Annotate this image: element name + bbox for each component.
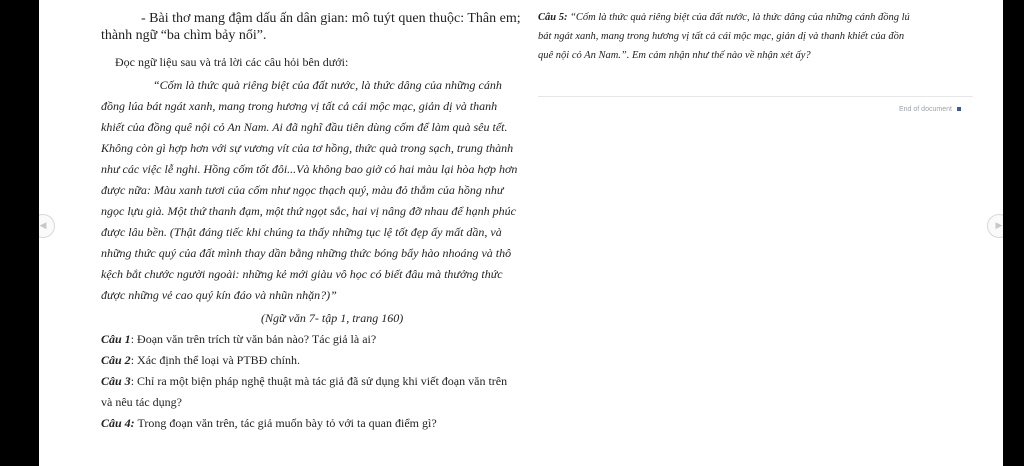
question-label: Câu 5: xyxy=(538,12,568,23)
next-page-button[interactable] xyxy=(987,214,1003,238)
left-frame xyxy=(0,0,39,466)
source-citation: (Ngữ văn 7- tập 1, trang 160) xyxy=(261,311,404,325)
right-frame xyxy=(1003,0,1024,466)
question-text: : Đoạn văn trên trích từ văn bản nào? Tác giả là ai? xyxy=(130,332,377,346)
instruction: Đọc ngữ liệu sau và trả lời các câu hỏi bên dưới: xyxy=(115,55,349,69)
passage-line: đồng lúa bát ngát xanh, mang trong hương vị tất cả cái mộc mạc, giản dị và thanh xyxy=(101,99,498,113)
end-of-document-label: End of document xyxy=(899,106,952,113)
question-4 xyxy=(101,413,506,434)
end-of-document xyxy=(899,106,961,113)
chevron-right-icon: ▶ xyxy=(995,221,1003,231)
passage-line: khiết của đồng quê nội cỏ An Nam. Ai đã nghĩ đầu tiên dùng cốm để làm quà sêu tết. xyxy=(101,120,508,134)
question-label: Câu 4: xyxy=(101,416,135,430)
right-column xyxy=(538,8,993,65)
intro-line: thành ngữ “ba chìm bảy nổi”. xyxy=(101,28,267,43)
passage-line: kệch bắt chước người ngoài: những kẻ mới giàu vô học có biết đâu mà thưởng thức xyxy=(101,267,503,281)
left-column xyxy=(101,8,521,434)
passage-line: ngọc lựu già. Một thứ thanh đạm, một thứ ngọt sắc, hai vị nâng đỡ nhau để hạnh phúc xyxy=(101,204,517,218)
passage-line: những thức quý của đất mình thay dần bằng những thức bóng bẩy hào nhoáng và thô xyxy=(101,246,512,260)
question-text: Trong đoạn văn trên, tác giả muốn bày tỏ với ta quan điểm gì? xyxy=(134,416,437,430)
question-5-line: quê nội cỏ An Nam.”. Em cảm nhận như thế nào về nhận xét ấy? xyxy=(538,50,811,61)
passage-line: được nữa: Màu xanh tươi của cốm như ngọc thạch quý, màu đỏ thắm của hồng như xyxy=(101,183,504,197)
passage-line: “Cốm là thức quà riêng biệt của đất nước, là thức dâng của những cánh xyxy=(153,78,502,92)
question-text: : Chỉ ra một biện pháp nghệ thuật mà tác giả đã sử dụng khi viết đoạn văn trên xyxy=(130,374,508,388)
question-label: Câu 3 xyxy=(101,374,131,388)
question-3-continuation: và nêu tác dụng? xyxy=(101,395,182,409)
passage-line: được lâu bền. (Thật đáng tiếc khi chúng ta thấy những tục lệ tốt đẹp ấy mất dần, và xyxy=(101,225,502,239)
page-divider xyxy=(538,96,973,97)
chevron-left-icon: ◀ xyxy=(39,221,47,231)
end-square-icon xyxy=(957,107,961,111)
question-text: “Cốm là thức quà riêng biệt của đất nước, là thức dâng của những cánh đồng lú xyxy=(567,12,910,23)
question-2 xyxy=(101,350,506,371)
previous-page-button[interactable] xyxy=(39,214,55,238)
question-5-line xyxy=(538,8,993,27)
question-label: Câu 2 xyxy=(101,353,131,367)
document-page xyxy=(39,0,1003,466)
question-1 xyxy=(101,329,506,350)
intro-line: - Bài thơ mang đậm dấu ấn dân gian: mô tuýt quen thuộc: Thân em; xyxy=(141,11,521,26)
question-3 xyxy=(101,371,506,392)
passage-line: Không còn gì hợp hơn với sự vương vít của tơ hồng, thức quà trong sạch, trung thành xyxy=(101,141,514,155)
passage xyxy=(101,75,518,306)
question-5-line: bát ngát xanh, mang trong hương vị tất cả cái mộc mạc, giản dị và thanh khiết của đồn xyxy=(538,31,905,42)
question-label: Câu 1 xyxy=(101,332,131,346)
question-text: : Xác định thể loại và PTBĐ chính. xyxy=(130,353,300,367)
passage-line: được những vẻ cao quý kín đáo và nhũn nhặn?)” xyxy=(101,288,337,302)
passage-line: như các việc lễ nghi. Hồng cốm tốt đôi...Và không bao giờ có hai màu lại hòa hợp hơn xyxy=(101,162,518,176)
